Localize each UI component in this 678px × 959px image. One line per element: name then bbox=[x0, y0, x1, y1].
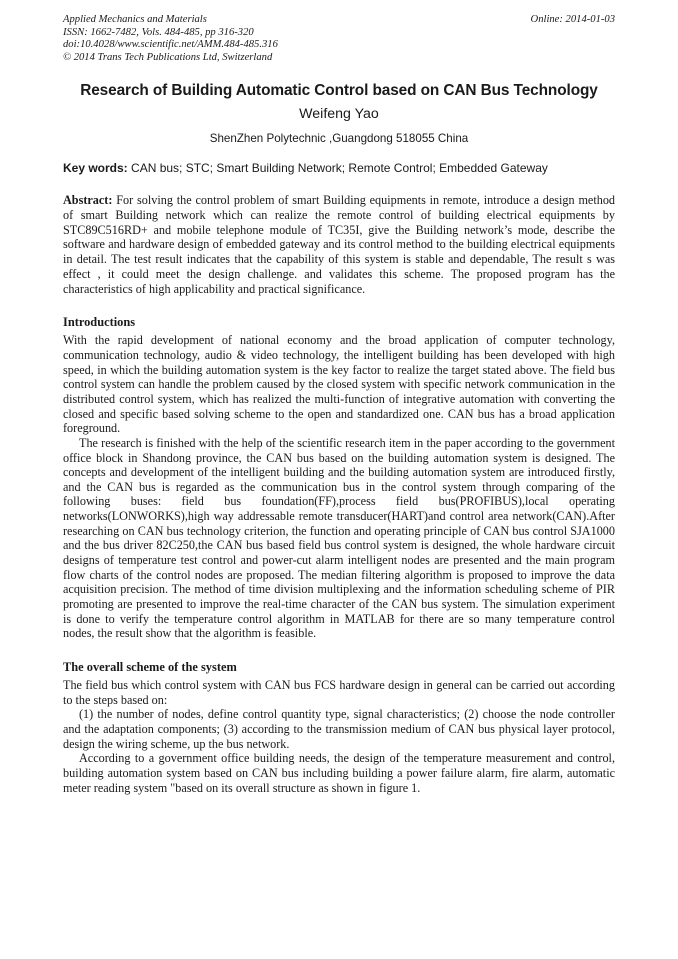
abstract bbox=[63, 193, 615, 296]
intro-paragraph-1: With the rapid development of national economy and the broad application of computer technology, communication technology, audio & video technology, the intelligent building has been developed with high speed, in which the building automation system is the key factor to realize the target stated above. The field bus control system can handle the problem caused by the closed system with specific network communication in the distributed control system, which has realized the multi-function of integrative automation with converting the closed and specific based solving scheme to the open and standardized one. CAN bus has a broad application foreground. bbox=[63, 333, 615, 436]
online-date: Online: 2014-01-03 bbox=[530, 14, 615, 25]
paper-title: Research of Building Automatic Control based on CAN Bus Technology bbox=[80, 82, 598, 99]
paper-author: Weifeng Yao bbox=[299, 106, 379, 122]
keywords-label: Key words: bbox=[63, 161, 128, 175]
overall-paragraph-2: (1) the number of nodes, define control quantity type, signal characteristics; (2) choose the node controller and the adaptation components; (3) according to the transmission medium of CAN bus physical layer protocol, design the wiring scheme, up the bus network. bbox=[63, 707, 615, 751]
overall-paragraph-1: The field bus which control system with CAN bus FCS hardware design in general can be carried out according to the steps based on: bbox=[63, 678, 615, 707]
journal-header bbox=[63, 14, 615, 64]
keywords-line bbox=[63, 161, 615, 176]
intro-paragraph-2: The research is finished with the help of the scientific research item in the paper according to the government office block in Shandong province, the CAN bus based on the building automation system is designed. The concepts and development of the intelligent building and the building automation system are introduced firstly, and the CAN bus is regarded as the communication bus in the control system through comparing of the following buses: field bus foundation(FF),process field bus(PROFIBUS),local operating networks(LONWORKS),high way addressable remote transducer(HART)and control area network(CAN).After researching on CAN bus technology criterion, the function and operating principle of CAN bus control SJA1000 and the bus driver 82C250,the CAN bus based field bus control system is designed, the whole hardware circuit designs of temperature test control and power-cut alarm intelligent nodes are presented and the main program flow charts of the control nodes are proposed. The median filtering algorithm is proposed to improve the data acquisition precision. The method of time division multiplexing and the information scheduling scheme of PIR promoting are presented to improve the real-time character of the CAN bus system. The simulation experiment is done to verify the temperature control algorithm in MATLAB for there are so many temperature control nodes, the result show that the algorithm is feasible. bbox=[63, 435, 615, 641]
paper-affiliation: ShenZhen Polytechnic ,Guangdong 518055 China bbox=[209, 132, 469, 145]
copyright-line: © 2014 Trans Tech Publications Ltd, Switzerland bbox=[63, 51, 273, 63]
overall-paragraph-3: According to a government office building needs, the design of the temperature measurement and control, building automation system based on CAN bus including building a power failure alarm, fire alarm, automatic meter reading system "based on its overall structure as shown in figure 1. bbox=[63, 751, 615, 795]
overall-heading: The overall scheme of the system bbox=[63, 660, 237, 675]
journal-name: Applied Mechanics and Materials bbox=[63, 14, 207, 25]
abstract-text: For solving the control problem of smart Building equipments in remote, introduce a design method of smart Building network which can realize the remote control of building electrical equipments by STC89C516RD+ and mobile telephone module of TC35I, give the Building network’s mode, describe the software and hardware design of embedded gateway and its control method to the building electrical equipments in detail. The test result indicates that the capability of this system is stable and dependable, The result s was effect , it could meet the design challenge. and validates this scheme. The proposed program has the characteristics of high applicability and practical significance. bbox=[63, 193, 616, 296]
keywords-text: CAN bus; STC; Smart Building Network; Remote Control; Embedded Gateway bbox=[131, 161, 548, 175]
issn-line: ISSN: 1662-7482, Vols. 484-485, pp 316-320 bbox=[63, 26, 254, 38]
intro-heading: Introductions bbox=[63, 315, 136, 330]
paper-page bbox=[63, 14, 615, 795]
abstract-label: Abstract: bbox=[63, 193, 113, 207]
doi-line: doi:10.4028/www.scientific.net/AMM.484-485.316 bbox=[63, 39, 278, 50]
